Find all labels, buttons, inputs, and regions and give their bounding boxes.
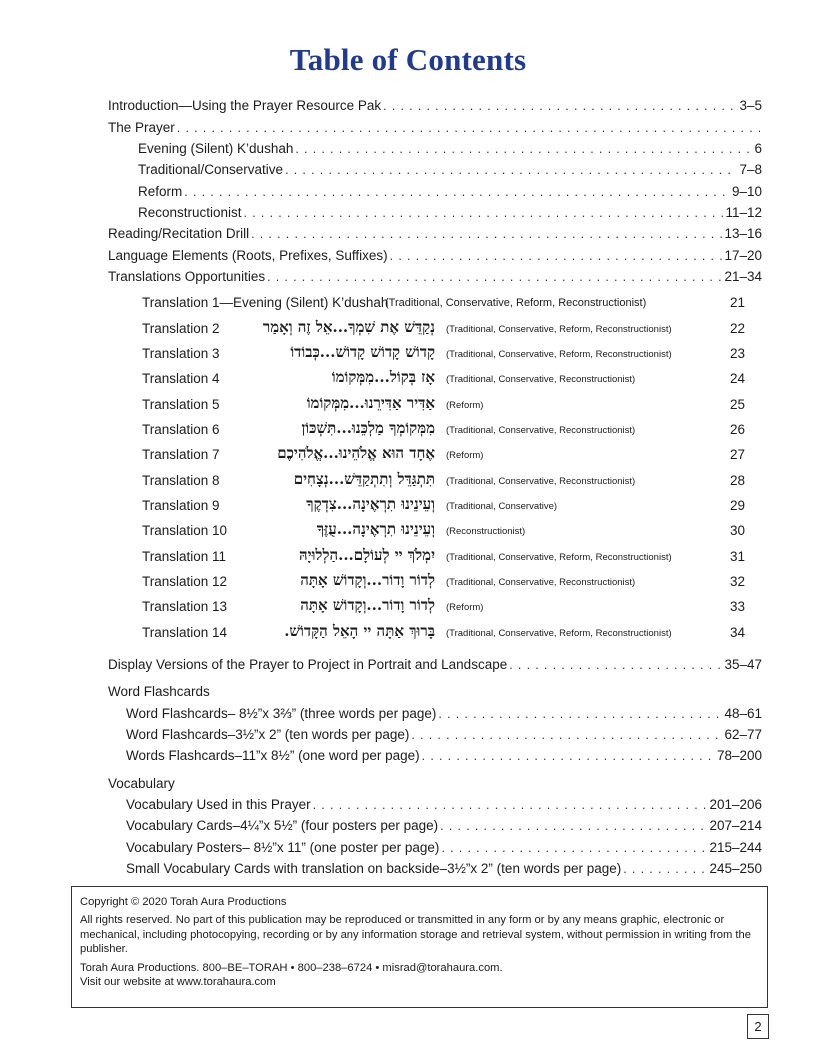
- translation-row-1[interactable]: [142, 294, 762, 314]
- toc-entry-pages: 13–16: [724, 226, 762, 241]
- hebrew-excerpt: לְדוֹר וָדוֹר...וְקָדוֹשׁ אָתָּה: [300, 571, 435, 589]
- translation-page: 22: [729, 321, 745, 336]
- toc-entry-pages: 11–12: [725, 205, 762, 220]
- translation-page: 28: [729, 473, 745, 488]
- translation-row[interactable]: [142, 470, 762, 492]
- hebrew-excerpt: בָּרוּךְ אַתָּה יי הָאֵל הַקָּדוֹשׁ.: [284, 622, 435, 640]
- dot-leader: [184, 185, 730, 199]
- copyright-line: Copyright © 2020 Torah Aura Productions: [80, 896, 287, 908]
- hebrew-excerpt: מִמְּקוֹמְךָ מַלְכֵּנוּ...תִּשְׁכּוֹן: [301, 419, 435, 437]
- toc-entry-label: Word Flashcards– 8½”x 3⅔” (three words per page): [126, 706, 437, 721]
- toc-entry-translations[interactable]: [108, 269, 762, 284]
- dot-leader: [390, 249, 723, 263]
- toc-entry-reading-drill[interactable]: [108, 226, 762, 241]
- toc-entry-vocabulary[interactable]: [126, 861, 762, 876]
- hebrew-excerpt: וְעֵינֵינוּ תִרְאֶינָה...עֻזֶּךָ: [316, 520, 435, 538]
- toc-entry-word-flashcards[interactable]: [126, 706, 762, 721]
- denomination-note: (Traditional, Conservative, Reconstructionist): [446, 476, 636, 487]
- hebrew-excerpt: אַדִּיר אַדִּירֵנוּ...מִמְּקוֹמוֹ: [306, 394, 435, 412]
- translation-page: 30: [729, 523, 745, 538]
- toc-entry-vocabulary[interactable]: [126, 797, 762, 812]
- translation-page: 25: [729, 397, 745, 412]
- denomination-note: (Reform): [446, 400, 484, 411]
- hebrew-excerpt: נְקַדֵּשׁ אֶת שִׁמְךָ...אֵל זֶה וְאָמַר: [262, 318, 435, 336]
- publisher-contact: Torah Aura Productions. 800–BE–TORAH • 800–238–6724 • misrad@torahaura.com.: [80, 961, 503, 974]
- translation-row[interactable]: [142, 571, 762, 593]
- translation-label: Translation 3: [142, 346, 220, 361]
- toc-entry-pages: 9–10: [731, 184, 762, 199]
- dot-leader: [441, 841, 707, 855]
- toc-entry-word-flashcards[interactable]: [126, 748, 762, 763]
- translation-row[interactable]: [142, 622, 762, 644]
- dot-leader: [440, 819, 707, 833]
- toc-entry-label: Vocabulary Used in this Prayer: [126, 797, 311, 812]
- toc-entry-pages: 78–200: [716, 748, 762, 763]
- toc-entry-display-versions[interactable]: [108, 657, 762, 672]
- dot-leader: [267, 270, 722, 284]
- toc-entry-pages: 201–206: [709, 797, 762, 812]
- denomination-note: (Traditional, Conservative, Reconstructionist): [446, 374, 636, 385]
- toc-entry-label: Small Vocabulary Cards with translation on backside–3½”x 2” (ten words per page): [126, 861, 622, 876]
- denomination-note: (Traditional, Conservative, Reform, Reconstructionist): [446, 349, 672, 360]
- toc-entry-pages: 48–61: [724, 706, 762, 721]
- rights-statement: All rights reserved. No part of this publication may be reproduced or transmitted in any form or by any means graphic, electronic or mechanical, including photocopying, recording or by any information storage and retrieval system, without permission in writing from the publisher.: [80, 914, 751, 956]
- translation-label: Translation 4: [142, 371, 220, 386]
- toc-entry-label: Reconstructionist: [138, 205, 242, 220]
- toc-entry-pages: 245–250: [709, 861, 762, 876]
- toc-entry-pages: 207–214: [709, 818, 762, 833]
- toc-entry-introduction[interactable]: [108, 98, 762, 113]
- translation-row[interactable]: [142, 546, 762, 568]
- translation-page: 24: [729, 371, 745, 386]
- translation-page: 33: [729, 599, 745, 614]
- translation-label: Translation 10: [142, 523, 228, 538]
- toc-entry-the-prayer[interactable]: [108, 120, 762, 135]
- translation-label: Translation 9: [142, 498, 220, 513]
- hebrew-excerpt: לְדוֹר וָדוֹר...וְקָדוֹשׁ אָתָּה: [300, 596, 435, 614]
- toc-entry-pages: 17–20: [724, 248, 762, 263]
- toc-entry-label: Evening (Silent) K’dushah: [138, 141, 294, 156]
- translation-row[interactable]: [142, 394, 762, 416]
- toc-entry-label: Traditional/Conservative: [138, 162, 284, 177]
- dot-leader: [313, 798, 708, 812]
- translation-row[interactable]: [142, 343, 762, 365]
- dot-leader: [383, 99, 737, 113]
- hebrew-excerpt: אָז בְּקוֹל...מִמְּקוֹמוֹ: [331, 368, 435, 386]
- translation-page: 32: [729, 574, 745, 589]
- denomination-note: (Traditional, Conservative, Reform, Reconstructionist): [446, 552, 672, 563]
- dot-leader: [251, 227, 722, 241]
- translation-label: Translation 6: [142, 422, 220, 437]
- translation-label: Translation 8: [142, 473, 220, 488]
- translation-label: Translation 11: [142, 549, 227, 564]
- toc-entry-traditional-conservative[interactable]: [138, 162, 762, 177]
- toc-entry-label: Word Flashcards–3½”x 2” (ten words per page): [126, 727, 410, 742]
- toc-entry-pages: 21–34: [724, 269, 762, 284]
- dot-leader: [411, 728, 722, 742]
- toc-entry-label: Reform: [138, 184, 183, 199]
- translation-row[interactable]: [142, 318, 762, 340]
- denomination-note: (Traditional, Conservative, Reconstructionist): [446, 577, 636, 588]
- translation-label: Translation 1—Evening (Silent) K’dushah: [142, 295, 389, 310]
- toc-entry-label: Translations Opportunities: [108, 269, 266, 284]
- toc-entry-pages: 35–47: [724, 657, 762, 672]
- dot-leader: [509, 658, 722, 672]
- translation-label: Translation 5: [142, 397, 220, 412]
- toc-entry-label: Vocabulary Posters– 8½”x 11” (one poster per page): [126, 840, 440, 855]
- toc-entry-pages: 7–8: [739, 162, 762, 177]
- translation-label: Translation 13: [142, 599, 228, 614]
- toc-entry-pages: 6: [754, 141, 762, 156]
- toc-entry-pages: 215–244: [709, 840, 762, 855]
- toc-entry-vocabulary[interactable]: [126, 818, 762, 833]
- dot-leader: [244, 206, 724, 220]
- toc-entry-label: The Prayer: [108, 120, 175, 135]
- translation-page: 34: [729, 625, 745, 640]
- translation-page: 21: [729, 295, 745, 310]
- translation-page: 27: [729, 447, 745, 462]
- dot-leader: [285, 163, 737, 177]
- hebrew-excerpt: קָדוֹשׁ קָדוֹשׁ קָדוֹשׁ...כְּבוֹדוֹ: [290, 343, 435, 361]
- denomination-note: (Traditional, Conservative, Reform, Reconstructionist): [385, 297, 647, 309]
- dot-leader: [438, 707, 722, 721]
- hebrew-excerpt: יִמְלֹךְ יי לְעוֹלָם...הַלְלוּיָהּ: [299, 546, 435, 564]
- translation-page: 26: [729, 422, 745, 437]
- translation-label: Translation 7: [142, 447, 220, 462]
- translation-label: Translation 12: [142, 574, 228, 589]
- translation-row[interactable]: [142, 419, 762, 441]
- toc-entry-label: Vocabulary Cards–4¼”x 5½” (four posters per page): [126, 818, 439, 833]
- translation-page: 23: [729, 346, 745, 361]
- page-title: Table of Contents: [289, 42, 527, 77]
- translation-page: 31: [729, 549, 745, 564]
- website-line[interactable]: Visit our website at www.torahaura.com: [80, 976, 276, 989]
- page-number: 2: [747, 1014, 769, 1039]
- denomination-note: (Reform): [446, 450, 484, 461]
- toc-entry-label: Language Elements (Roots, Prefixes, Suffixes): [108, 248, 388, 263]
- denomination-note: (Traditional, Conservative): [446, 501, 558, 512]
- toc-entry-label: Reading/Recitation Drill: [108, 226, 250, 241]
- dot-leader: [422, 749, 715, 763]
- toc-entry-label: Display Versions of the Prayer to Project in Portrait and Landscape: [108, 657, 508, 672]
- toc-entry-pages: 62–77: [724, 727, 762, 742]
- dot-leader: [295, 142, 752, 156]
- hebrew-excerpt: תִּתְגַּדֵּל וְתִתְקַדֵּשׁ...נְצָחִים: [293, 470, 435, 488]
- translation-row[interactable]: [142, 520, 762, 542]
- denomination-note: (Traditional, Conservative, Reform, Reconstructionist): [446, 324, 672, 335]
- dot-leader: [177, 121, 760, 135]
- translation-row[interactable]: [142, 368, 762, 390]
- toc-entry-label: Introduction—Using the Prayer Resource Pak: [108, 98, 382, 113]
- translation-row[interactable]: [142, 495, 762, 517]
- denomination-note: (Traditional, Conservative, Reform, Reconstructionist): [446, 628, 672, 639]
- dot-leader: [623, 862, 707, 876]
- translation-row[interactable]: [142, 444, 762, 466]
- toc-entry-vocabulary[interactable]: [126, 840, 762, 855]
- toc-entry-reform[interactable]: [138, 184, 762, 199]
- denomination-note: (Reform): [446, 602, 484, 613]
- hebrew-excerpt: וְעֵינֵינוּ תִרְאֶינָה...צִדְקֶךָ: [306, 495, 435, 513]
- section-heading-word-flashcards: Word Flashcards: [108, 684, 210, 699]
- section-heading-vocabulary: Vocabulary: [108, 776, 175, 791]
- toc-entry-reconstructionist[interactable]: [138, 205, 762, 220]
- toc-entry-evening-kdushah[interactable]: [138, 141, 762, 156]
- denomination-note: (Reconstructionist): [446, 526, 526, 537]
- translation-label: Translation 2: [142, 321, 220, 336]
- translation-page: 29: [729, 498, 745, 513]
- denomination-note: (Traditional, Conservative, Reconstructionist): [446, 425, 636, 436]
- toc-entry-language-elements[interactable]: [108, 248, 762, 263]
- toc-entry-pages: 3–5: [739, 98, 762, 113]
- translation-row[interactable]: [142, 596, 762, 618]
- hebrew-excerpt: אֶחָד הוּא אֱלֹהֵינוּ...אֱלֹהִיכֶם: [277, 444, 435, 462]
- toc-entry-word-flashcards[interactable]: [126, 727, 762, 742]
- translation-label: Translation 14: [142, 625, 228, 640]
- toc-entry-label: Words Flashcards–11”x 8½” (one word per page): [126, 748, 420, 763]
- copyright-box: [71, 886, 768, 1008]
